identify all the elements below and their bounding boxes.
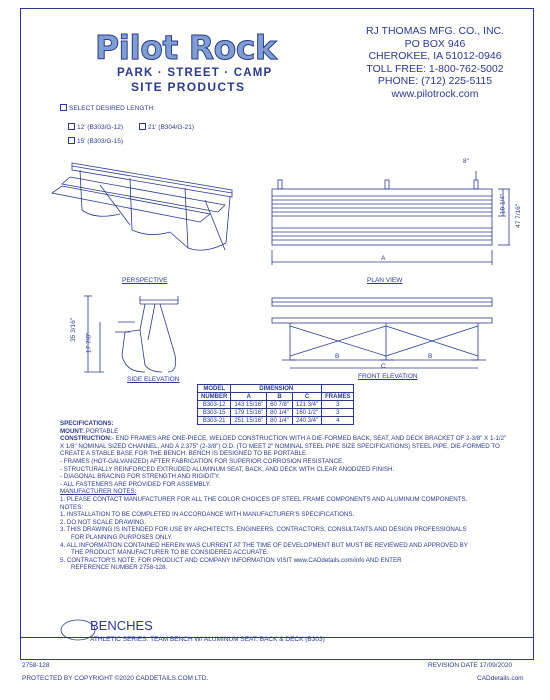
option-15ft[interactable]: 15' (B303/G-15) [68,137,123,146]
th-model: MODEL [198,385,231,393]
cell-b: 80 1/4" [267,417,293,425]
cell-b: 80 1/4" [267,409,293,417]
cell-model: B303-12 [198,401,231,409]
drawing-title: BENCHES [90,618,153,633]
manufacturer-notes-label: MANUFACTURER NOTES: [60,488,137,496]
dim-19in: 19 1/4" [499,193,507,215]
cell-frames: 4 [322,417,354,425]
th-b: B [267,393,293,401]
table-row [198,409,354,417]
th-frames-spacer [322,385,354,393]
note-cont: THE PRODUCT MANUFACTURER TO BE CONSIDERED ACCURATE. [71,549,269,557]
cell-model: B303-15 [198,409,231,417]
company-tollfree: TOLL FREE: 1-800-762-5002 [366,62,504,75]
construction-text: - END FRAMES ARE ONE-PIECE, WELDED CONSTRUCTION WITH A DIE-FORMED BACK, SEAT, AND DECK BRACKET OF 2-3/8" X 1-1/2" X 1/8" NOMINAL SIZED CHANNEL, AND A 2.375" (2-3/8") O.D. (TO MEET 2" NOMINAL STEEL PIPE SIZE SPECIFICATIONS) STEEL PIPE, DIE-FORMED TO CREATE A STABLE BASE FOR THE BENCH. BENCH IS DESIGNED TO BE PORTABLE. [60,435,507,458]
logo-tagline: PARK · STREET · CAMP [117,67,273,79]
cell-a: 179 15/16" [231,409,267,417]
side-elevation-drawing [84,296,178,372]
dim-B-right: B [428,353,433,360]
spec-bullet: - STRUCTURALLY REINFORCED EXTRUDED ALUMINUM SEAT, BACK, AND DECK WITH CLEAR ANODIZED FINISH. [60,465,395,473]
company-phone: PHONE: (712) 225-5115 [377,75,493,87]
mount-label: MOUNT: [60,427,85,435]
logo-wordmark: Pilot Rock [95,28,277,67]
caddetails-link[interactable]: CADdetails.com [477,675,524,682]
select-length-label: SELECT DESIRED LENGTH: [60,104,155,113]
spec-bullet: - DIAGONAL BRACING FOR STRENGTH AND RIGIDITY. [60,473,220,481]
note: 4. ALL INFORMATION CONTAINED HEREIN WAS CURRENT AT THE TIME OF DEVELOPMENT BUT MUST BE REVIEWED AND APPROVED BY [60,541,468,549]
mount-value: PORTABLE [85,427,119,435]
dim-35in: 35 3/16" [70,317,78,342]
specs-title: SPECIFICATIONS: [60,420,114,427]
th-number: NUMBER [198,393,231,401]
label-plan-view: PLAN VIEW [367,277,403,284]
cell-frames: 3 [322,409,354,417]
cell-c: 121 3/4" [292,401,321,409]
option-12ft[interactable]: 12' (B303/G-12) [68,123,123,132]
option-21ft[interactable]: 21' (B304/G-21) [139,123,194,132]
company-name: RJ THOMAS MFG. CO., INC. [365,25,505,37]
note: 1. INSTALLATION TO BE COMPLETED IN ACCORDANCE WITH MANUFACTURER'S SPECIFICATIONS. [60,511,355,519]
dim-47in: 47 7/16" [515,203,523,228]
company-web[interactable]: www.pilotrock.com [391,87,479,100]
specifications [60,420,510,572]
note-cont: REFERENCE NUMBER 2758-128. [71,564,168,572]
drawing-subtitle: ATHLETIC SERIES: TEAM BENCH W/ ALUMINUM SEAT, BACK & DECK (B303) [90,636,325,643]
copyright: PROTECTED BY COPYRIGHT ©2020 CADDETAILS.COM LTD. [22,675,209,682]
front-elevation-drawing [272,298,492,368]
logo-subtitle: SITE PRODUCTS [131,80,246,94]
dim-8in: 8" [463,158,469,165]
cell-a: 251 15/16" [231,417,267,425]
perspective-drawing [52,163,232,250]
spec-bullet: - ALL FASTENERS ARE PROVIDED FOR ASSEMBLY. [60,480,211,488]
note-cont: FOR PLANNING PURPOSES ONLY. [71,533,173,541]
plan-view-drawing [272,171,510,265]
dim-B-left: B [335,353,340,360]
cell-c: 240 3/4" [292,417,321,425]
th-frames: FRAMES [322,393,354,401]
revision-date: REVISION DATE 17/09/2020 [428,662,513,669]
reference-number: 2758-128 [22,662,50,669]
th-c: C [292,393,321,401]
label-perspective: PERSPECTIVE [122,277,168,284]
dim-C: C [381,363,386,370]
table-row [198,401,354,409]
company-city: CHEROKEE, IA 51012-0946 [368,50,502,62]
notes-label: NOTES: [60,503,84,511]
manufacturer-note: 1. PLEASE CONTACT MANUFACTURER FOR ALL THE COLOR CHOICES OF STEEL FRAME COMPONENTS AND ALUMINUM COMPONENTS. [60,495,468,503]
label-side-elevation: SIDE ELEVATION [127,376,180,383]
label-front-elevation: FRONT ELEVATION [358,373,418,380]
th-dimension: DIMENSION [231,385,322,393]
note: 3. THIS DRAWING IS INTENDED FOR USE BY ARCHITECTS, ENGINEERS, CONTRACTORS, CONSULTANTS AND DESIGN PROFESSIONALS [60,526,467,534]
dim-A: A [381,255,386,262]
cell-a: 143 15/16" [231,401,267,409]
cell-c: 160 1/2" [292,409,321,417]
spec-bullet: - FRAMES (HOT-GALVANIZED) AFTER FABRICATION FOR SUPERIOR CORROSION RESISTANCE. [60,457,344,465]
th-a: A [231,393,267,401]
note: 5. CONTRACTOR'S NOTE: FOR PRODUCT AND COMPANY INFORMATION VISIT www.CADdetails.com/info AND ENTER [60,556,402,564]
cell-b: 60 7/8" [267,401,293,409]
construction-label: CONSTRUCTION: [60,435,112,443]
model-table [197,384,354,425]
company-po: PO BOX 946 [404,37,466,50]
dim-17in: 17 7/8" [85,332,93,354]
cell-model: B303-21 [198,417,231,425]
note: 2. DO NOT SCALE DRAWING. [60,518,146,526]
cell-frames: 3 [322,401,354,409]
